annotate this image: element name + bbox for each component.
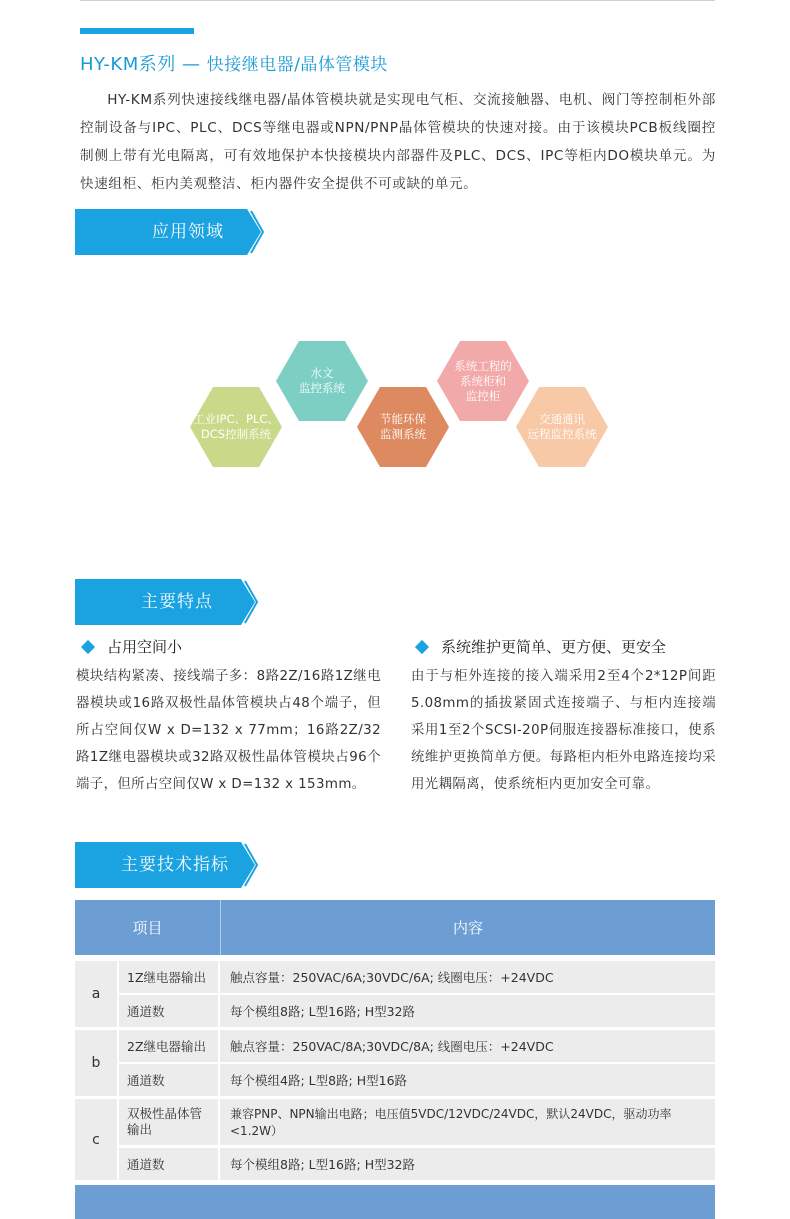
- hex-label: 工业IPC、PLC、: [193, 412, 279, 426]
- features-banner: [75, 579, 265, 625]
- hex-label: 监控柜: [465, 388, 501, 403]
- table-row-name: 通道数: [119, 1064, 218, 1096]
- hex-hydrology: [276, 341, 368, 421]
- group-id-c: c: [75, 1099, 117, 1180]
- header-item: 项目: [132, 919, 163, 937]
- feature-heading-text: 占用空间小: [107, 638, 183, 656]
- hex-label: 水文: [310, 366, 334, 380]
- table-row-name: 通道数: [119, 995, 218, 1027]
- feature-heading-space: [80, 636, 182, 657]
- feature-heading-maintenance: [414, 636, 666, 657]
- hex-energy-environment: [357, 387, 449, 467]
- table-row-content: 兼容PNP、NPN输出电路；电压值5VDC/12VDC/24VDC，默认24VDC，驱动功率<1.2W）: [220, 1099, 715, 1145]
- hex-label: 远程监控系统: [527, 427, 597, 441]
- page-title: [80, 50, 388, 76]
- table-row-content: 每个模组8路; L型16路; H型32路: [220, 995, 715, 1027]
- hex-label: 节能环保: [380, 412, 426, 426]
- table-row-content: 每个模组4路; L型8路; H型16路: [220, 1064, 715, 1096]
- hex-label: 交通通讯: [539, 412, 585, 426]
- spec-table-header: [75, 900, 715, 955]
- title-rest: 快接继电器/晶体管模块: [206, 55, 388, 75]
- feature-text-space: 模块结构紧凑、接线端子多：8路2Z/16路1Z继电器模块或16路双极性晶体管模块占48个端子，但所占空间仅W x D=132 x 77mm；16路2Z/32路1Z继电器模块或32路双极性晶体管模块占96个端子，但所占空间仅W x D=132 x 153mm。: [76, 669, 381, 792]
- table-row-name: 通道数: [119, 1148, 218, 1180]
- features-banner-label: 主要特点: [141, 592, 213, 612]
- intro-paragraph: [80, 86, 716, 198]
- hex-label: 系统柜和: [460, 373, 506, 388]
- title-dash: —: [181, 54, 201, 75]
- table-row-content: 每个模组8路; L型16路; H型32路: [220, 1148, 715, 1180]
- hex-traffic-communication: [516, 387, 608, 467]
- hex-label: DCS控制系统: [200, 427, 272, 441]
- feature-text-maintenance: 由于与柜外连接的接入端采用2至4个2*12P间距5.08mm的插拔紧固式连接端子、与柜内连接端采用1至2个SCSI-20P伺服连接器标准接口，使系统维护更换简单方便。每路柜内柜外电路连接均采用光耦隔离，使系统柜内更加安全可靠。: [411, 669, 716, 792]
- table-row-content: 触点容量：250VAC/8A;30VDC/8A; 线圈电压：+24VDC: [220, 1030, 715, 1062]
- table-row-name: 双极性晶体管输出: [119, 1099, 218, 1145]
- title-prefix: HY-KM系列: [80, 54, 176, 75]
- group-id-a: a: [75, 961, 117, 1027]
- diamond-bullet-icon: [415, 639, 429, 653]
- table-row-content: 触点容量：250VAC/6A;30VDC/6A; 线圈电压：+24VDC: [220, 961, 715, 993]
- specs-banner: [75, 842, 265, 888]
- hex-label: 监控系统: [299, 381, 345, 395]
- top-divider: [80, 0, 715, 1]
- intro-text: HY-KM系列快速接线继电器/晶体管模块就是实现电气柜、交流接触器、电机、阀门等控制柜外部控制设备与IPC、PLC、DCS等继电器或NPN/PNP晶体管模块的快速对接。由于该模块PCB板线圈控制侧上带有光电隔离，可有效地保护本快接模块内部器件及PLC、DCS、IPC等柜内DO模块单元。为快速组柜、柜内美观整洁、柜内器件安全提供不可或缺的单元。: [80, 92, 716, 192]
- hex-label: 系统工程的: [454, 358, 512, 373]
- feature-heading-text: 系统维护更简单、更方便、更安全: [441, 638, 667, 656]
- applications-banner: [75, 209, 265, 255]
- table-footer-bar: [75, 1185, 715, 1219]
- title-accent-bar: [80, 28, 194, 34]
- diamond-bullet-icon: [81, 639, 95, 653]
- table-row-name: 2Z继电器输出: [119, 1030, 218, 1062]
- table-row-name: 1Z继电器输出: [119, 961, 218, 993]
- hex-industrial-control: [190, 387, 282, 467]
- specs-banner-label: 主要技术指标: [121, 855, 229, 875]
- group-id-b: b: [75, 1030, 117, 1096]
- header-content: 内容: [452, 919, 483, 937]
- applications-banner-label: 应用领域: [152, 222, 224, 242]
- hex-label: 监测系统: [380, 427, 426, 441]
